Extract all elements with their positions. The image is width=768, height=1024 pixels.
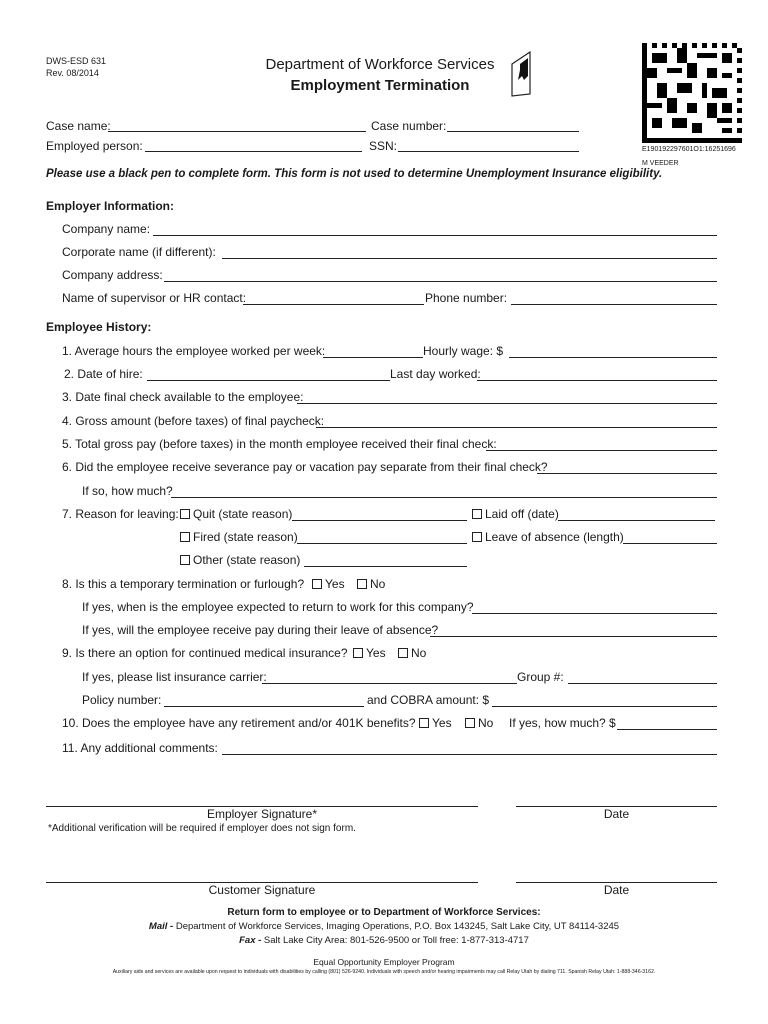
barcode-number: E190192297601O1:16251696 [642, 146, 736, 153]
q9-no-label: No [411, 646, 427, 660]
last-day-field[interactable] [477, 380, 717, 381]
q9-yes-checkbox[interactable] [353, 646, 386, 660]
revision: Rev. 08/2014 [46, 68, 99, 78]
corporate-name-label: Corporate name (if different): [62, 245, 216, 259]
q10-how-label: If yes, how much? $ [509, 716, 616, 730]
q8-yes-label: Yes [325, 577, 345, 591]
other-label: Other (state reason) [193, 553, 301, 567]
retirement-amount-field[interactable] [617, 729, 717, 730]
leave-checkbox[interactable] [472, 530, 624, 544]
q9-no-checkbox[interactable] [398, 646, 426, 660]
employed-person-label: Employed person: [46, 139, 143, 153]
q4-label: 4. Gross amount (before taxes) of final paycheck: [62, 414, 325, 428]
mail-label: Mail - [148, 921, 174, 932]
comments-field[interactable] [222, 754, 717, 755]
q11-label: 11. Any additional comments: [62, 741, 218, 755]
group-number-field[interactable] [568, 683, 717, 684]
leave-label: Leave of absence (length) [485, 530, 624, 544]
case-number-field[interactable] [447, 131, 579, 132]
hours-field[interactable] [323, 357, 423, 358]
q7-label: 7. Reason for leaving: [62, 507, 179, 521]
supervisor-label: Name of supervisor or HR contact: [62, 291, 247, 305]
q10-no-label: No [478, 716, 494, 730]
fired-checkbox[interactable] [180, 530, 298, 544]
q9a-label: If yes, please list insurance carrier: [82, 670, 267, 684]
ssn-field[interactable] [398, 151, 579, 152]
laid-off-label: Laid off (date) [485, 507, 559, 521]
q8-yes-checkbox[interactable] [312, 577, 345, 591]
quit-reason-field[interactable] [292, 520, 467, 521]
gross-amount-field[interactable] [316, 427, 717, 428]
q6b-label: If so, how much? [82, 484, 173, 498]
company-address-label: Company address: [62, 268, 163, 282]
q8-label: 8. Is this a temporary termination or furlough? [62, 577, 305, 591]
hire-date-field[interactable] [147, 380, 390, 381]
employer-date-label: Date [603, 807, 630, 821]
q3-label: 3. Date final check available to the employee: [62, 390, 304, 404]
q9-yes-label: Yes [366, 646, 386, 660]
q8a-label: If yes, when is the employee expected to return to work for this company? [82, 600, 474, 614]
quit-checkbox[interactable] [180, 507, 292, 521]
return-date-field[interactable] [472, 613, 717, 614]
supervisor-field[interactable] [243, 304, 424, 305]
total-gross-field[interactable] [486, 450, 717, 451]
cobra-label: and COBRA amount: $ [367, 693, 490, 707]
case-number-label: Case number: [371, 119, 447, 133]
department-name: Department of Workforce Services [265, 56, 495, 73]
severance-amount-field[interactable] [171, 497, 717, 498]
phone-label: Phone number: [425, 291, 508, 305]
q6-label: 6. Did the employee receive severance pay or vacation pay separate from their final check? [62, 460, 548, 474]
wage-label: Hourly wage: $ [423, 344, 504, 358]
page-title: Employment Termination [290, 77, 470, 94]
fax-info [0, 935, 768, 946]
q8-no-label: No [370, 577, 386, 591]
leave-pay-field[interactable] [430, 636, 717, 637]
q9-label: 9. Is there an option for continued medical insurance? [62, 646, 348, 660]
group-label: Group #: [517, 670, 564, 684]
barcode-name: M VEEDER [642, 160, 679, 167]
auxiliary-text: Auxiliary aids and services are available upon request to individuals with disabilities by calling (801) 526-9240. Individuals with speech and/or hearing impairments may call Relay Utah by dialing 711. Spanish Relay Utah: 1-888-346-3162. [112, 969, 656, 975]
phone-field[interactable] [511, 304, 717, 305]
q10-yes-checkbox[interactable] [419, 716, 452, 730]
customer-date-label: Date [603, 883, 630, 897]
final-check-date-field[interactable] [297, 403, 717, 404]
other-reason-field[interactable] [304, 566, 467, 567]
quit-label: Quit (state reason) [193, 507, 293, 521]
history-heading: Employee History: [46, 320, 152, 334]
employed-person-field[interactable] [145, 151, 362, 152]
q10-label: 10. Does the employee have any retirement and/or 401K benefits? [62, 716, 416, 730]
ssn-label: SSN: [369, 139, 398, 153]
signature-note: *Additional verification will be required if employer does not sign form. [48, 823, 356, 834]
last-day-label: Last day worked: [390, 367, 481, 381]
company-address-field[interactable] [164, 281, 717, 282]
leave-length-field[interactable] [623, 543, 717, 544]
q10-no-checkbox[interactable] [465, 716, 493, 730]
mail-address [0, 921, 768, 932]
instruction-text: Please use a black pen to complete form. This form is not used to determine Unemployment Insurance eligibility. [46, 168, 663, 180]
q1-label: 1. Average hours the employee worked per week: [62, 344, 326, 358]
fax-label: Fax - [239, 935, 262, 946]
company-name-field[interactable] [153, 235, 717, 236]
cobra-amount-field[interactable] [492, 706, 717, 707]
company-name-label: Company name: [62, 222, 151, 236]
q2-label: 2. Date of hire: [64, 367, 143, 381]
utah-logo-icon [508, 50, 538, 98]
eeo-text: Equal Opportunity Employer Program [313, 957, 455, 967]
q8b-label: If yes, will the employee receive pay during their leave of absence? [82, 623, 439, 637]
other-checkbox[interactable] [180, 553, 300, 567]
severance-field[interactable] [537, 473, 717, 474]
q9b-label: Policy number: [82, 693, 162, 707]
mail-text: Department of Workforce Services, Imaging Operations, P.O. Box 143245, Salt Lake City, UT 84114-3245 [173, 921, 620, 932]
corporate-name-field[interactable] [222, 258, 717, 259]
case-name-field[interactable] [108, 131, 366, 132]
employer-signature-label: Employer Signature* [206, 807, 318, 821]
q8-no-checkbox[interactable] [357, 577, 385, 591]
fired-reason-field[interactable] [297, 543, 467, 544]
datamatrix-barcode-icon [642, 43, 742, 143]
wage-field[interactable] [509, 357, 717, 358]
q10-yes-label: Yes [432, 716, 452, 730]
case-name-label: Case name: [46, 119, 111, 133]
insurance-carrier-field[interactable] [262, 683, 517, 684]
fired-label: Fired (state reason) [193, 530, 298, 544]
customer-signature-label: Customer Signature [208, 883, 316, 897]
policy-number-field[interactable] [164, 706, 364, 707]
employer-heading: Employer Information: [46, 199, 175, 213]
q5-label: 5. Total gross pay (before taxes) in the month employee received their final check: [62, 437, 497, 451]
form-id: DWS-ESD 631 [46, 56, 107, 66]
fax-text: Salt Lake City Area: 801-526-9500 or Toll free: 1-877-313-4717 [261, 935, 529, 946]
laid-off-date-field[interactable] [558, 520, 715, 521]
laid-off-checkbox[interactable] [472, 507, 559, 521]
return-instructions: Return form to employee or to Department of Workforce Services: [227, 907, 541, 918]
